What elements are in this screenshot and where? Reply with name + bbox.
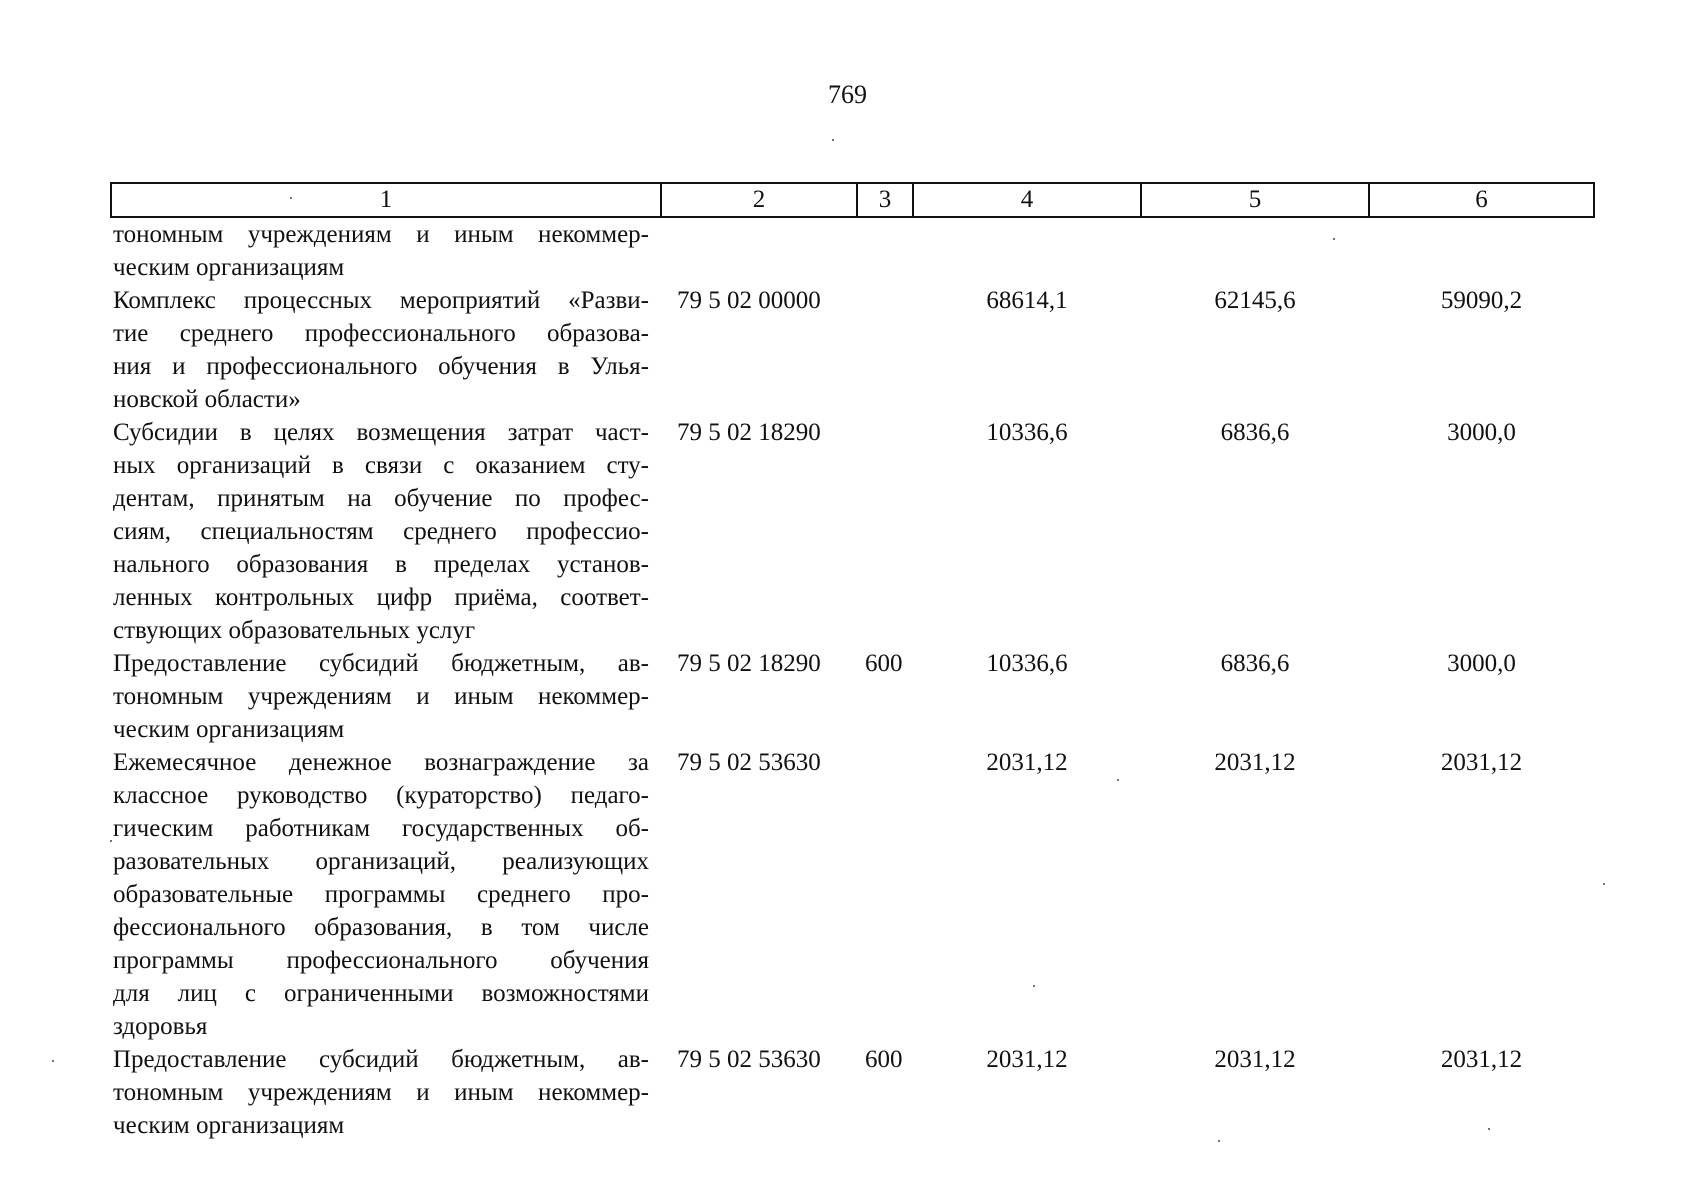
row-name-line: ствующих образовательных услуг bbox=[113, 617, 476, 644]
row-name bbox=[111, 746, 661, 1043]
row-expense-kind bbox=[857, 746, 913, 1043]
row-name-line: Комплекс процессных мероприятий «Разви- bbox=[113, 287, 649, 314]
row-expense-kind: 600 bbox=[865, 1046, 903, 1073]
row-code: 79 5 02 53630 bbox=[677, 749, 821, 776]
row-value-col-4: 10336,6 bbox=[986, 419, 1068, 446]
row-name-line: классное руководство (кураторство) педаго- bbox=[113, 782, 649, 809]
row-value-col-5: 62145,6 bbox=[1214, 287, 1296, 314]
scan-speck bbox=[52, 1060, 54, 1062]
header-col-3: 3 bbox=[857, 183, 913, 217]
row-value-col-4 bbox=[913, 217, 1141, 284]
row-name bbox=[111, 647, 661, 746]
header-col-2: 2 bbox=[661, 183, 857, 217]
row-name-line: разовательных организаций, реализующих bbox=[113, 848, 649, 875]
row-value-col-5: 6836,6 bbox=[1220, 650, 1290, 677]
row-value-col-5: 2031,12 bbox=[1214, 1046, 1296, 1073]
row-name-line: сиям, специальностям среднего профессио- bbox=[113, 518, 649, 545]
row-value-col-6 bbox=[1369, 217, 1594, 284]
row-value-col-4: 2031,12 bbox=[986, 749, 1068, 776]
row-value-col-6: 2031,12 bbox=[1440, 749, 1523, 776]
row-expense-kind bbox=[857, 284, 913, 416]
row-name-line: тономным учреждениям и иным некоммер- bbox=[113, 683, 649, 710]
row-code: 79 5 02 18290 bbox=[677, 419, 821, 446]
row-name-line: для лиц с ограниченными возможностями bbox=[113, 980, 649, 1007]
row-value-col-6: 59090,2 bbox=[1440, 287, 1523, 314]
budget-table-container bbox=[110, 182, 1593, 1142]
row-name-line: новской области» bbox=[113, 386, 301, 413]
row-name-line: Ежемесячное денежное вознаграждение за bbox=[113, 749, 649, 776]
row-value-col-6: 3000,0 bbox=[1447, 650, 1516, 677]
row-value-col-4: 68614,1 bbox=[986, 287, 1068, 314]
row-value-col-5 bbox=[1141, 217, 1369, 284]
row-name-line: ных организаций в связи с оказанием сту- bbox=[113, 452, 649, 479]
row-name-line: ческим организациям bbox=[113, 254, 345, 281]
row-code: 79 5 02 53630 bbox=[677, 1046, 821, 1073]
header-row bbox=[111, 183, 1594, 217]
table-row bbox=[111, 416, 1594, 647]
row-name bbox=[111, 284, 661, 416]
budget-table bbox=[110, 182, 1595, 1142]
row-name-line: Предоставление субсидий бюджетным, ав- bbox=[113, 650, 649, 677]
row-name bbox=[111, 416, 661, 647]
row-expense-kind: 600 bbox=[865, 650, 903, 677]
row-code: 79 5 02 00000 bbox=[677, 287, 821, 314]
row-name-line: тономным учреждениям и иным некоммер- bbox=[113, 1079, 649, 1106]
table-row bbox=[111, 217, 1594, 284]
row-name-line: гическим работникам государственных об- bbox=[113, 815, 649, 842]
row-name-line: программы профессионального обучения bbox=[113, 947, 649, 974]
header-col-6: 6 bbox=[1369, 183, 1594, 217]
row-name-line: тие среднего профессионального образова- bbox=[113, 320, 649, 347]
row-name bbox=[111, 1043, 661, 1142]
page-number: 769 bbox=[828, 80, 867, 109]
table-row bbox=[111, 284, 1594, 416]
row-name-line: тономным учреждениям и иным некоммер- bbox=[113, 221, 649, 248]
table-row bbox=[111, 647, 1594, 746]
table-body bbox=[111, 217, 1594, 1142]
header-col-4: 4 bbox=[913, 183, 1141, 217]
row-expense-kind bbox=[857, 416, 913, 647]
table-row bbox=[111, 746, 1594, 1043]
row-value-col-4: 10336,6 bbox=[986, 650, 1068, 677]
row-name-line: образовательные программы среднего про- bbox=[113, 881, 649, 908]
table-row bbox=[111, 1043, 1594, 1142]
row-name-line: ческим организациям bbox=[113, 1112, 345, 1139]
row-name-line: здоровья bbox=[113, 1013, 208, 1040]
row-name-line: ческим организациям bbox=[113, 716, 345, 743]
row-name bbox=[111, 217, 661, 284]
row-name-line: Субсидии в целях возмещения затрат част- bbox=[113, 419, 649, 446]
row-name-line: фессионального образования, в том числе bbox=[113, 914, 649, 941]
row-value-col-5: 2031,12 bbox=[1214, 749, 1296, 776]
scan-speck bbox=[832, 139, 834, 141]
header-col-1: 1 bbox=[111, 183, 661, 217]
row-value-col-6: 3000,0 bbox=[1447, 419, 1516, 446]
row-code: 79 5 02 18290 bbox=[677, 650, 821, 677]
row-name-line: дентам, принятым на обучение по профес- bbox=[113, 485, 649, 512]
table-header bbox=[111, 183, 1594, 217]
row-value-col-4: 2031,12 bbox=[986, 1046, 1068, 1073]
scan-speck bbox=[1603, 883, 1605, 885]
row-value-col-6: 2031,12 bbox=[1440, 1046, 1523, 1073]
row-name-line: Предоставление субсидий бюджетным, ав- bbox=[113, 1046, 649, 1073]
row-name-line: нального образования в пределах установ- bbox=[113, 551, 649, 578]
row-name-line: ния и профессионального обучения в Улья- bbox=[113, 353, 649, 380]
row-expense-kind bbox=[857, 217, 913, 284]
row-name-line: ленных контрольных цифр приёма, соответ- bbox=[113, 584, 649, 611]
header-col-5: 5 bbox=[1141, 183, 1369, 217]
row-value-col-5: 6836,6 bbox=[1220, 419, 1290, 446]
row-code bbox=[661, 217, 857, 284]
